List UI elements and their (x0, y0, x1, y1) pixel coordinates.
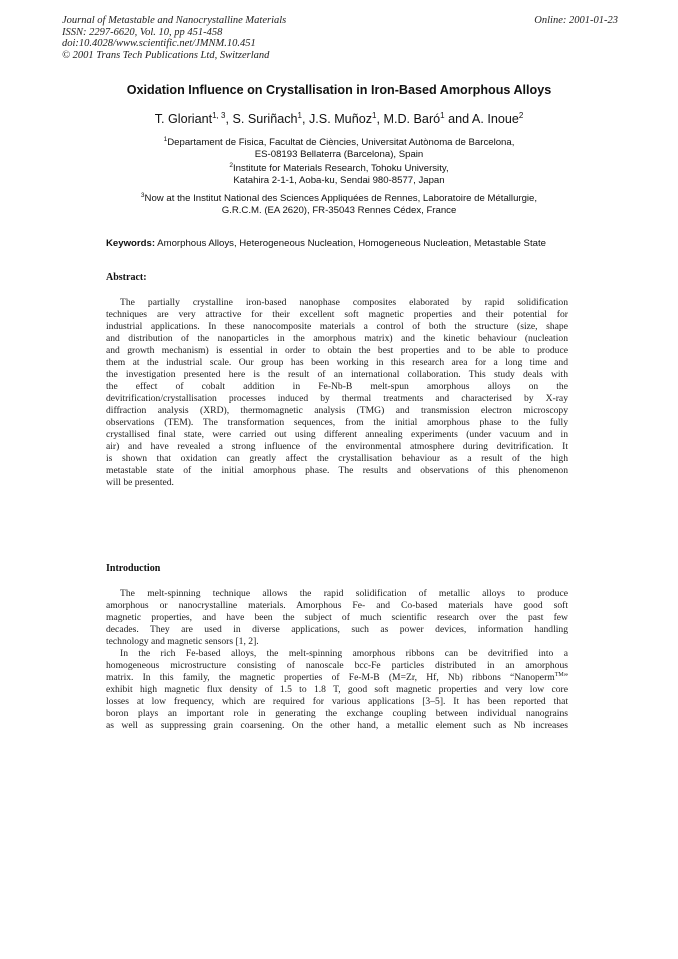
keywords (106, 238, 568, 250)
intro-line: boron plays an important role in generating the exchange coupling between individual nanograins (106, 708, 568, 719)
intro-line: losses at low frequency, which are required for various applications [3–5]. It has been reported that (106, 696, 568, 707)
abstract-line: is shown that oxidation can greatly affect the crystallisation behaviour as a result of the high (106, 453, 568, 464)
abstract-line: techniques are very attractive for their excellent soft magnetic properties and their potential for (106, 309, 568, 320)
intro-line: homogeneous microstructure consisting of nanoscale bcc-Fe particles distributed in an amorphous (106, 660, 568, 671)
online-date: Online: 2001-01-23 (534, 15, 618, 26)
abstract-line: will be presented. (106, 477, 174, 488)
author-name: A. Inoue (471, 112, 519, 126)
affiliation-line: Katahira 2-1-1, Aoba-ku, Sendai 980-8577, Japan (233, 175, 445, 186)
author-affiliation-mark: 1 (372, 111, 377, 120)
abstract-line: air) and have revealed a strong influence of the environmental atmosphere during devitrification. It (106, 441, 568, 452)
author-list (0, 112, 678, 126)
affiliation-line: Institute for Materials Research, Tohoku University, (233, 163, 449, 174)
abstract-heading: Abstract: (106, 272, 147, 283)
introduction-heading: Introduction (106, 563, 161, 574)
intro-line: decades. They are used in diverse applications, such as power devices, information handling (106, 624, 568, 635)
author-separator: , (225, 112, 233, 126)
intro-line-text: matrix. In this family, the magnetic properties of Fe-M-B (M=Zr, Hf, Nb) ribbons “Nanoperm (106, 672, 555, 683)
intro-line (106, 672, 568, 684)
keywords-label: Keywords: (106, 238, 156, 249)
abstract-body (106, 297, 568, 489)
affiliation-1 (0, 137, 678, 161)
affiliation-line: Now at the Institut National des Sciences Appliquées de Rennes, Laboratoire de Métallurgie, (144, 193, 538, 204)
author-name: T. Gloriant (154, 112, 213, 126)
copyright: © 2001 Trans Tech Publications Ltd, Switzerland (62, 49, 270, 61)
affiliation-line: Departament de Fisica, Facultat de Ciències, Universitat Autònoma de Barcelona, (167, 137, 515, 148)
author-separator: and (444, 112, 472, 126)
affiliation-2 (0, 163, 678, 187)
abstract-line: metastable state of the initial amorphous phase. The results and observations of this phenomenon (106, 465, 568, 476)
closing-quote: ” (563, 672, 568, 683)
author-affiliation-mark: 2 (518, 111, 524, 120)
affiliation-line: G.R.C.M. (EA 2620), FR-35043 Rennes Cédex, France (221, 205, 457, 216)
intro-line: magnetic properties, and have been the subject of much scientific research over the past few (106, 612, 568, 623)
author-separator: , (302, 112, 309, 126)
abstract-line: diffraction analysis (XRD), thermomagnetic analysis (TMG) and transmission electron microscopy (106, 405, 568, 416)
abstract-line: observations (TEM). The transformation sequences, from the initial amorphous phase to the fully (106, 417, 568, 428)
abstract-line: the investigation presented here is the result of an international collaboration. This study deals with (106, 369, 568, 380)
author-name: J.S. Muñoz (309, 112, 372, 126)
abstract-line: the effect of cobalt addition in Fe-Nb-B melt-spun amorphous alloys on the (106, 381, 568, 392)
abstract-line: them at the industrial scale. Our group has been working in this research area for a long time and (106, 357, 568, 368)
intro-line: The melt-spinning technique allows the rapid solidification of metallic alloys to produce (120, 588, 568, 599)
intro-line: exhibit high magnetic flux density of 1.5 to 1.8 T, good soft magnetic properties and very low core (106, 684, 568, 695)
journal-header (62, 15, 618, 61)
author-name: S. Suriñach (232, 112, 298, 126)
author-affiliation-mark: 1 (440, 111, 445, 120)
doi: doi:10.4028/www.scientific.net/JMNM.10.451 (62, 38, 256, 50)
introduction-body (106, 588, 568, 732)
abstract-line: devitrification/crystallisation processes induced by thermal treatments and characterised by X-ray (106, 393, 568, 404)
paper-title: Oxidation Influence on Crystallisation in Iron-Based Amorphous Alloys (126, 83, 552, 97)
affiliation-mark: 2 (229, 162, 234, 169)
abstract-line: and growth mechanism) is essential in order to obtain the best properties and to be able to produce (106, 345, 568, 356)
author-affiliation-mark: 1, 3 (212, 111, 226, 120)
abstract-line: industrial applications. In these nanocomposite materials a control of both the structure (size, shape (106, 321, 568, 332)
affiliation-3 (0, 193, 678, 217)
journal-name: Journal of Metastable and Nanocrystalline Materials (62, 15, 287, 26)
author-affiliation-mark: 1 (297, 111, 302, 120)
issn: ISSN: 2297-6620, Vol. 10, pp 451-458 (62, 26, 223, 38)
trademark-mark: TM (554, 672, 564, 678)
affiliation-line: ES-08193 Bellaterra (Barcelona), Spain (254, 149, 424, 160)
intro-line: In the rich Fe-based alloys, the melt-spinning amorphous ribbons can be devitrified into a (120, 648, 568, 659)
author-separator: , (376, 112, 384, 126)
affiliation-mark: 3 (140, 192, 145, 199)
intro-line: as well as suppressing grain coarsening. On the other hand, a metallic element such as Nb increases (106, 720, 568, 731)
affiliation-mark: 1 (163, 136, 168, 143)
intro-line: amorphous or nanocrystalline materials. Amorphous Fe- and Co-based materials have good soft (106, 600, 568, 611)
keywords-text: Amorphous Alloys, Heterogeneous Nucleation, Homogeneous Nucleation, Metastable State (155, 238, 546, 249)
intro-line: technology and magnetic sensors [1, 2]. (106, 636, 259, 647)
abstract-line: The partially crystalline iron-based nanophase composites elaborated by rapid solidification (120, 297, 568, 308)
abstract-line: crystallised final state, were carried out using different annealing experiments (under vacuum and in (106, 429, 568, 440)
abstract-line: and distribution of the nanoparticles in the amorphous matrix) and the kinetic behaviour (nucleation (106, 333, 568, 344)
author-name: M.D. Baró (383, 112, 441, 126)
